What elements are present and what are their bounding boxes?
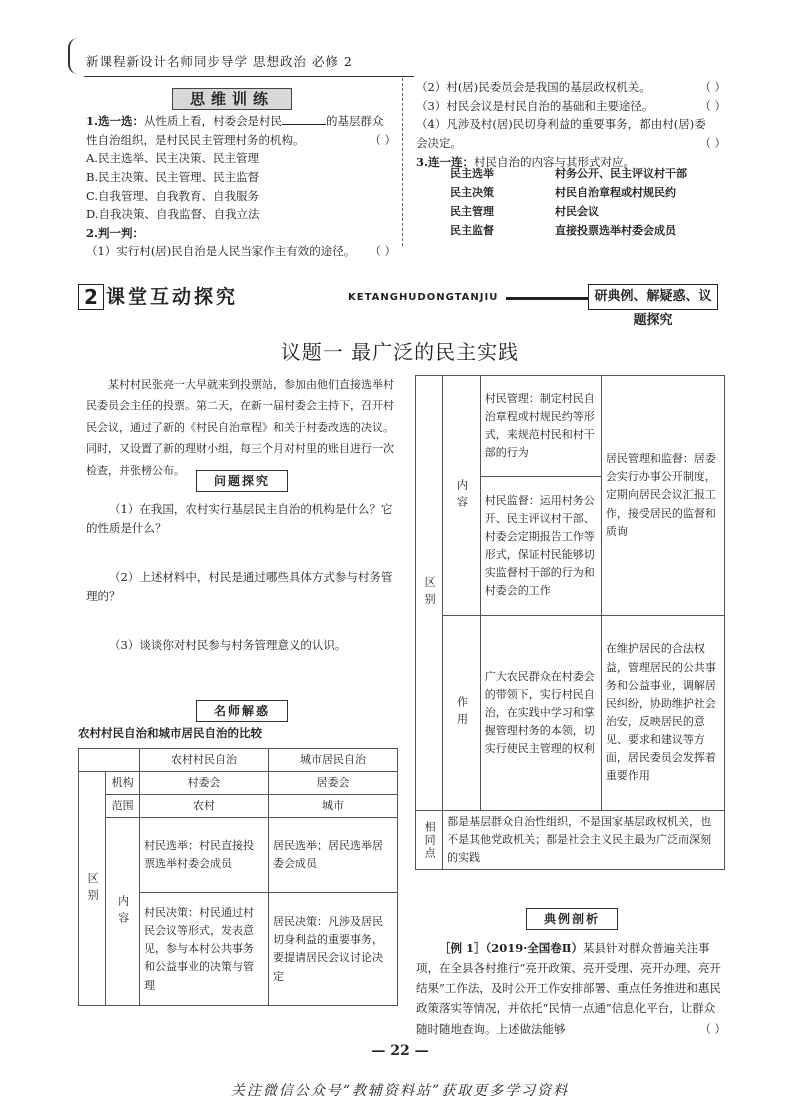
- banner-rule: [506, 297, 588, 300]
- example-1: [416, 938, 726, 1039]
- q1-label: 1.选一选：: [86, 114, 145, 128]
- q3-left-item[interactable]: 民主决策: [450, 186, 494, 199]
- row-header-role: 作用: [443, 616, 481, 811]
- q1-stem-2: 的基层群众: [326, 114, 384, 128]
- q3-right-item[interactable]: 村民会议: [555, 205, 599, 218]
- column-divider: [402, 78, 403, 246]
- q3-right-item[interactable]: 村务公开、民主评议村干部: [555, 167, 687, 180]
- question-2-continued: [416, 78, 726, 171]
- q2-item-4-paren[interactable]: （ ）: [699, 135, 726, 150]
- q3-right-item[interactable]: 直接投票选举村委会成员: [555, 224, 676, 237]
- section-banner: [78, 284, 718, 328]
- cell-election-rural: 村民选举：村民直接投票选举村委会成员: [140, 818, 269, 893]
- q3-left-item[interactable]: 民主选举: [450, 167, 494, 180]
- row-header-difference-cont: 区别: [416, 376, 443, 811]
- inquiry-q3: （3）谈谈你对村民参与村务管理意义的认识。: [109, 638, 347, 652]
- table-corner: [79, 749, 140, 772]
- cell-management-urban: 居民管理和监督：居委会实行办事公开制度，定期向居民会议汇报工作，接受居民的监督和质询: [601, 376, 724, 616]
- q2-item-2: （2）村(居)民委员会是我国的基层政权机关。: [416, 80, 651, 94]
- example-answer-paren[interactable]: （ ）: [699, 1021, 726, 1036]
- q2-item-2-paren[interactable]: （ ）: [699, 80, 726, 94]
- cell-organ-rural: 村委会: [140, 772, 269, 795]
- q3-left-item[interactable]: 民主管理: [450, 205, 494, 218]
- row-header-difference: 区别: [79, 772, 106, 1006]
- inquiry-heading: 问题探究: [196, 470, 288, 492]
- q1-blank[interactable]: [282, 124, 326, 125]
- comparison-table-part1: [78, 748, 398, 1006]
- running-header: 新课程新设计名师同步导学 思想政治 必修 2: [86, 54, 353, 69]
- inquiry-q1: （1）在我国，农村实行基层民主自治的机构是什么？它的性质是什么？: [86, 502, 393, 535]
- example-label: ［例 1］: [439, 941, 486, 955]
- col-header-urban: 城市居民自治: [269, 749, 398, 772]
- cell-scope-rural: 农村: [140, 795, 269, 818]
- q1-option-d[interactable]: D.自我决策、自我监督、自我立法: [86, 207, 260, 222]
- example-heading: 典例剖析: [526, 908, 618, 930]
- q2-item-1: （1）实行村(居)民自治是人民当家作主有效的途径。: [86, 244, 356, 259]
- q1-option-b[interactable]: B.民主决策、民主管理、民主监督: [86, 169, 260, 184]
- cell-organ-urban: 居委会: [269, 772, 398, 795]
- section-pinyin: KETANGHUDONGTANJIU: [348, 292, 499, 303]
- header-rule: [84, 76, 414, 77]
- cell-scope-urban: 城市: [269, 795, 398, 818]
- cell-management-rural: 村民管理：制定村民自治章程或村规民约等形式，来规范村民和村干部的行为: [480, 376, 601, 477]
- comparison-table-part2: [415, 375, 725, 870]
- q3-right-item[interactable]: 村民自治章程或村规民约: [555, 186, 676, 199]
- q2-label: 2.判一判：: [86, 225, 145, 240]
- cell-decision-urban: 居民决策：凡涉及居民切身利益的重要事务，要提请居民会议讨论决定: [269, 893, 398, 1006]
- material-text: 某村村民张亮一大早就来到投票站，参加由他们直接选举村民委员会主任的投票。第二天，在新一届村委会主持下，召开村民会议，通过了新的《村民自治章程》和关于村委改选的决议。同时，又设置了新的理财小组，每三个月对村里的账目进行一次检查，并张榜公布。: [86, 378, 394, 477]
- q1-answer-paren[interactable]: （ ）: [369, 132, 396, 147]
- q3-label: 3.连一连：: [416, 154, 475, 169]
- row-header-scope: 范围: [106, 795, 140, 818]
- q3-stem: 村民自治的内容与其形式对应。: [474, 154, 636, 169]
- cell-role-rural: 广大农民群众在村委会的带领下，实行村民自治，在实践中学习和掌握管理村务的本领，切实行使民主管理的权利: [480, 616, 601, 811]
- section-title: 课堂互动探究: [106, 286, 239, 308]
- footer-note: 关注微信公众号“教辅资料站”获取更多学习资料: [230, 1083, 570, 1099]
- q3-left-column: [450, 164, 510, 240]
- comparison-table-title: 农村村民自治和城市居民自治的比较: [78, 726, 262, 740]
- header-bracket-decoration: [68, 38, 80, 74]
- q2-item-4: （4）凡涉及村(居)民切身利益的重要事务，都由村(居)委: [416, 117, 706, 132]
- q1-stem-3: 性自治组织，是村民民主管理村务的机构。: [86, 132, 305, 147]
- row-header-organ: 机构: [106, 772, 140, 795]
- thinking-training-title: 思维训练: [172, 88, 292, 110]
- page-number: — 22 —: [371, 1043, 429, 1059]
- q1-stem: 从性质上看，村委会是村民: [144, 114, 283, 128]
- q1-option-a[interactable]: A.民主选举、民主决策、民主管理: [86, 151, 259, 166]
- q2-item-1-paren[interactable]: （ ）: [369, 244, 396, 259]
- cell-decision-rural: 村民决策：村民通过村民会议等形式，发表意见，参与本村公共事务和公益事业的决策与管理: [140, 893, 269, 1006]
- section-number: 2: [78, 284, 104, 310]
- row-header-content: 内容: [106, 818, 140, 1006]
- topic-title: 议题一 最广泛的民主实践: [280, 340, 520, 364]
- inquiry-q2: （2）上述材料中，村民是通过哪些具体方式参与村务管理的？: [86, 570, 393, 603]
- cell-election-urban: 居民选举；居民选举居委会成员: [269, 818, 398, 893]
- q1-option-c[interactable]: C.自我管理、自我教育、自我服务: [86, 188, 260, 203]
- row-header-common: 相同点: [416, 811, 443, 870]
- example-text: 某县针对群众普遍关注事项，在全县各村推行“亮开政策、亮开受理、亮开办理、亮开结果”工作法，及时公开工作安排部署、重点任务推进和惠民政策落实等情况，并依托“民情一点通”信息化平台，让群众随时随地查询。上述做法能够: [416, 941, 721, 1036]
- q2-item-4-cont: 会决定。: [416, 135, 462, 150]
- q2-item-3: （3）村民会议是村民自治的基础和主要途径。: [416, 98, 654, 113]
- cell-common-points: 都是基层群众自治性组织，不是国家基层政权机关，也不是其他党政机关；都是社会主义民主最为广泛而深刻的实践: [443, 811, 725, 870]
- section-tag: 研典例、解疑惑、议题探究: [588, 284, 718, 310]
- q3-left-item[interactable]: 民主监督: [450, 224, 494, 237]
- cell-supervision-rural: 村民监督：运用村务公开、民主评议村干部、村委会定期报告工作等形式，保证村民能够切实监督村干部的行为和村委会的工作: [480, 477, 601, 616]
- row-header-content-cont: 内容: [443, 376, 481, 616]
- example-source: （2019·全国卷Ⅱ）: [485, 941, 583, 955]
- col-header-rural: 农村村民自治: [140, 749, 269, 772]
- question-1: [86, 112, 396, 261]
- q2-item-3-paren[interactable]: （ ）: [699, 98, 726, 113]
- cell-role-urban: 在维护居民的合法权益，管理居民的公共事务和公益事业，调解居民纠纷，协助维护社会治安，反映居民的意见、要求和建议等方面，居民委员会发挥着重要作用: [601, 616, 724, 811]
- teacher-heading: 名师解惑: [196, 700, 288, 722]
- q3-right-column: [555, 164, 725, 240]
